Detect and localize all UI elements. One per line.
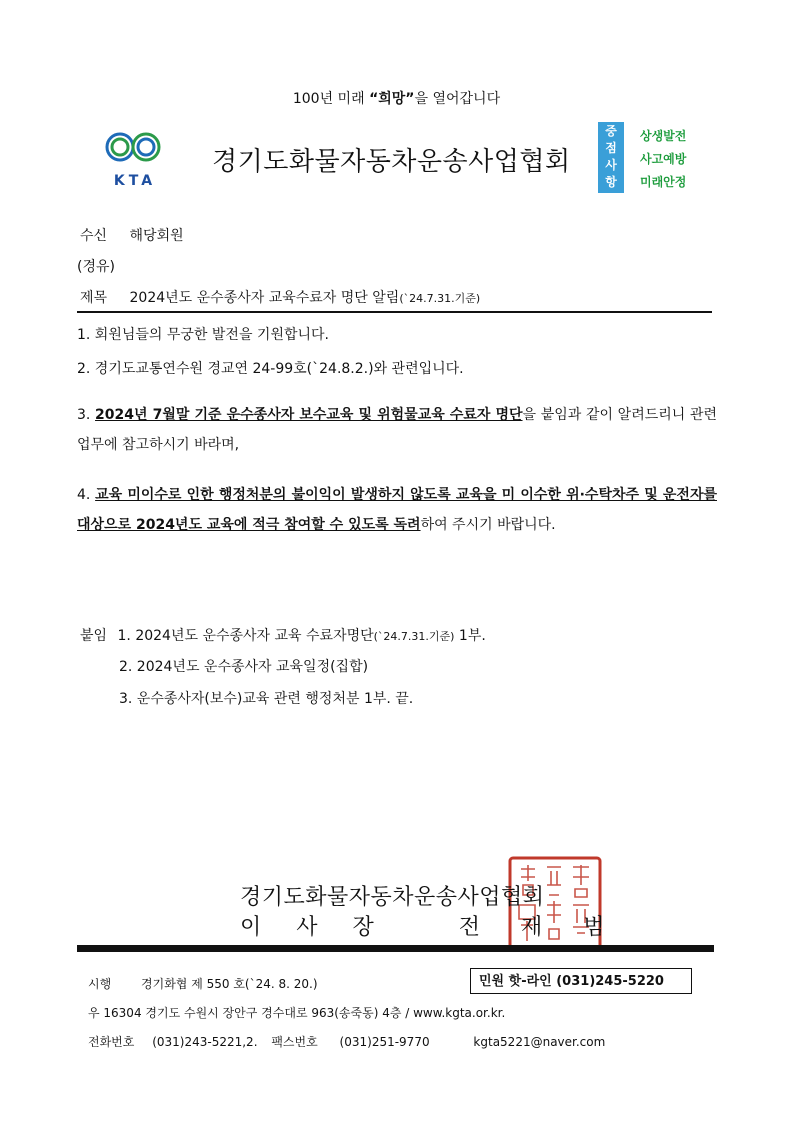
focus-item: 상생발전	[640, 129, 687, 143]
hotline-box: 민원 핫-라인 (031)245-5220	[470, 968, 692, 994]
p4-rest: 하여 주시기 바랍니다.	[420, 517, 556, 533]
subject-date: (`24.7.31.기준)	[399, 292, 481, 305]
p3-rest: 을 붙임과 같이 알려드리니 관련 업무에 참고하시기 바라며,	[77, 407, 717, 453]
p4-num: 4.	[77, 487, 96, 503]
paragraph-2: 2. 경기도교통연수원 경교연 24-99호(`24.8.2.)와 관련입니다.	[77, 361, 464, 377]
fax-label: 팩스번호	[271, 1035, 318, 1049]
p4-emphasis: 교육 미이수로 인한 행정처분의 불이익이 발생하지 않도록 교육을 미 이수한 위·수탁차주 및 운전자를 대상으로 2024년도 교육에 적극 참여할 수 있도록 독려	[77, 487, 717, 533]
slogan	[0, 88, 793, 108]
issue-label: 시행	[88, 977, 112, 991]
paragraph-4	[77, 480, 717, 540]
address-line: 우 16304 경기도 수원시 장안구 경수대로 963(송죽동) 4층 / www.kgta.or.kr.	[88, 1006, 506, 1020]
signature-name: 범	[583, 915, 605, 940]
attachment-3: 3. 운수종사자(보수)교육 관련 행정처분 1부. 끝.	[119, 691, 414, 707]
phone-value: (031)243-5221,2.	[152, 1035, 258, 1049]
recipient-value: 해당회원	[129, 228, 184, 244]
signature-org: 경기도화물자동차운송사업협회	[240, 885, 545, 910]
paragraph-1: 1. 회원님들의 무궁한 발전을 기원합니다.	[77, 327, 329, 343]
focus-badge	[598, 122, 624, 193]
subject-row	[80, 287, 480, 307]
signature-line	[240, 910, 605, 941]
p3-num: 3.	[77, 407, 96, 423]
badge-char: 점	[605, 141, 617, 155]
attachment-2: 2. 2024년도 운수종사자 교육일정(집합)	[119, 659, 369, 675]
paragraph-3	[77, 400, 717, 460]
focus-item: 미래안정	[640, 175, 687, 189]
slogan-emphasis: “희망”	[369, 91, 415, 107]
recipient-label: 수신	[80, 228, 108, 244]
issue-row	[88, 975, 318, 992]
fax-value: (031)251-9770	[339, 1035, 430, 1049]
recipient-row	[80, 225, 184, 245]
attachment-1-date: (`24.7.31.기준)	[373, 630, 455, 643]
svg-text:KTA: KTA	[113, 173, 157, 189]
kta-logo-icon	[100, 125, 170, 189]
issue-value: 경기화협 제 550 호(`24. 8. 20.)	[141, 977, 318, 991]
focus-item: 사고예방	[640, 152, 687, 166]
attachment-label: 붙임	[80, 628, 108, 644]
signature-name: 재	[521, 915, 543, 940]
subject-label: 제목	[80, 290, 108, 306]
signature-name: 전	[458, 915, 481, 940]
via-row: (경유)	[77, 259, 115, 275]
org-title: 경기도화물자동차운송사업협회	[212, 147, 571, 177]
email-link[interactable]: kgta5221@naver.com	[473, 1035, 606, 1049]
signature-role: 이 사 장	[240, 915, 388, 940]
slogan-text-end: 을 열어갑니다	[414, 91, 501, 107]
footer-divider	[77, 945, 714, 952]
badge-char: 사	[605, 158, 617, 172]
header-divider	[77, 311, 712, 313]
badge-char: 항	[605, 175, 617, 189]
kta-logo	[100, 125, 170, 189]
contact-row	[88, 1033, 605, 1050]
phone-label: 전화번호	[88, 1035, 135, 1049]
slogan-text: 100년 미래	[292, 91, 370, 107]
attachment-1-end: 1부.	[454, 628, 486, 644]
attachment-1	[80, 625, 486, 645]
attachment-1-text: 1. 2024년도 운수종사자 교육 수료자명단	[117, 628, 374, 644]
badge-char: 중	[605, 124, 617, 138]
focus-list	[640, 125, 686, 194]
subject-value: 2024년도 운수종사자 교육수료자 명단 알림	[129, 290, 400, 306]
p3-emphasis: 2024년 7월말 기준 운수종사자 보수교육 및 위험물교육 수료자 명단	[95, 407, 523, 423]
